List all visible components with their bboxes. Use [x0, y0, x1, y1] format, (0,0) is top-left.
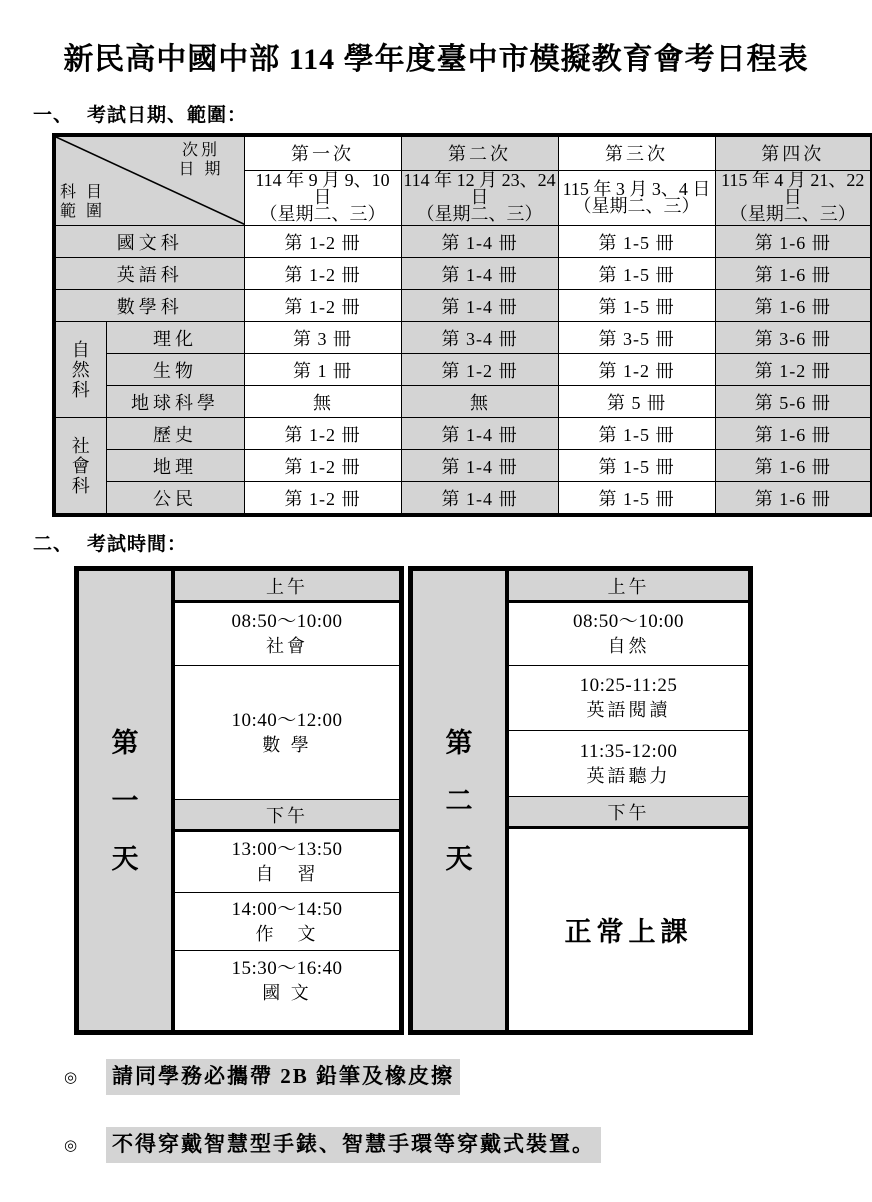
- session-header-2: 第二次: [401, 135, 558, 170]
- day1-label-char-2: 天: [111, 843, 139, 874]
- day2-morning-slot-2-time: 10:25-11:25: [579, 675, 678, 696]
- day2-afternoon-note: 正常上課: [509, 829, 748, 1030]
- subject-label-english: 英語科: [54, 258, 244, 290]
- group-label-social-char-0: 社: [71, 435, 90, 456]
- scope-history-4: 第 1-6 冊: [715, 418, 872, 450]
- scope-biology-2: 第 1-2 冊: [401, 354, 558, 386]
- day1-morning-slot-1-subject: 社會: [266, 636, 308, 656]
- scope-physics-chem-3: 第 3-5 冊: [558, 322, 715, 354]
- group-label-science-char-2: 科: [71, 379, 90, 400]
- section-1-number: 一、: [33, 105, 74, 126]
- scope-chinese-4: 第 1-6 冊: [715, 226, 872, 258]
- scope-chinese-2: 第 1-4 冊: [401, 226, 558, 258]
- scope-math-1: 第 1-2 冊: [244, 290, 401, 322]
- scope-math-4: 第 1-6 冊: [715, 290, 872, 322]
- scope-earth-science-4: 第 5-6 冊: [715, 386, 872, 418]
- table-row: [54, 322, 872, 354]
- table-row: [54, 258, 872, 290]
- session-header-3: 第三次: [558, 135, 715, 170]
- group-label-social-char-1: 會: [71, 455, 90, 476]
- table-row: [54, 290, 872, 322]
- corner-header-cell: [54, 135, 244, 226]
- scope-civics-2: 第 1-4 冊: [401, 482, 558, 516]
- corner-session-label: 次別: [181, 142, 220, 159]
- scope-civics-4: 第 1-6 冊: [715, 482, 872, 516]
- scope-history-2: 第 1-4 冊: [401, 418, 558, 450]
- scope-earth-science-1: 無: [244, 386, 401, 418]
- group-label-social-char-2: 科: [71, 475, 90, 496]
- day2-slots: [509, 571, 748, 1030]
- scope-biology-1: 第 1 冊: [244, 354, 401, 386]
- scope-math-3: 第 1-5 冊: [558, 290, 715, 322]
- scope-math-2: 第 1-4 冊: [401, 290, 558, 322]
- scope-physics-chem-4: 第 3-6 冊: [715, 322, 872, 354]
- scope-english-2: 第 1-4 冊: [401, 258, 558, 290]
- subject-label-history: 歷史: [106, 418, 244, 450]
- session-date-4-text: 115 年 4 月 21、22 日: [721, 170, 865, 208]
- subject-label-civics: 公民: [106, 482, 244, 516]
- note-text-2: 不得穿戴智慧型手錶、智慧手環等穿戴式裝置。: [106, 1127, 601, 1163]
- scope-english-3: 第 1-5 冊: [558, 258, 715, 290]
- session-date-1-text: 114 年 9 月 9、10 日: [255, 170, 390, 208]
- exam-scope-table: [52, 133, 872, 517]
- day2-morning-slot-2-subject: 英語閱讀: [586, 700, 671, 720]
- table-row: [54, 418, 872, 450]
- session-weekday-4: （星期二、三）: [729, 204, 856, 225]
- day2-label-char-1: 二: [445, 785, 473, 816]
- section-1-label: 考試日期、範圍：: [87, 105, 248, 126]
- day1-morning-slot-2: [175, 666, 399, 800]
- day1-afternoon-slot-3-time: 15:30〜16:40: [231, 957, 343, 979]
- scope-geography-4: 第 1-6 冊: [715, 450, 872, 482]
- day1-afternoon-slot-3-subject: 國 文: [262, 982, 312, 1003]
- day1-afternoon-slot-2-subject: 作 文: [255, 923, 319, 944]
- day1-slots: [175, 571, 399, 1030]
- session-header-4: 第四次: [715, 135, 872, 170]
- day1-afternoon-slot-3: [175, 951, 399, 1010]
- table-row: [54, 386, 872, 418]
- day1-label-char-0: 第: [111, 727, 139, 758]
- table-header-row-session: [54, 135, 872, 170]
- section-2-heading: [0, 517, 872, 566]
- day1-afternoon-header: 下午: [175, 800, 399, 832]
- session-date-2: [401, 170, 558, 225]
- corner-subject-label: 科 目: [60, 184, 106, 201]
- day1-afternoon-slot-2: [175, 893, 399, 951]
- note-text-1: 請同學務必攜帶 2B 鉛筆及橡皮擦: [106, 1059, 460, 1095]
- day1-label: [79, 571, 175, 1030]
- scope-biology-4: 第 1-2 冊: [715, 354, 872, 386]
- day1-label-char-1: 一: [111, 785, 139, 816]
- group-label-science-char-0: 自: [71, 339, 90, 360]
- scope-physics-chem-1: 第 3 冊: [244, 322, 401, 354]
- table-row: [54, 354, 872, 386]
- day2-morning-slot-1-time: 08:50〜10:00: [572, 611, 685, 632]
- scope-earth-science-2: 無: [401, 386, 558, 418]
- session-date-3: [558, 170, 715, 225]
- day1-morning-slot-1: [175, 603, 399, 666]
- exam-scope-table-wrapper: [0, 133, 872, 517]
- table-row: [54, 450, 872, 482]
- group-label-social: [54, 418, 106, 516]
- scope-geography-1: 第 1-2 冊: [244, 450, 401, 482]
- subject-label-earth-science: 地球科學: [106, 386, 244, 418]
- day2-label: [413, 571, 509, 1030]
- session-date-4: [715, 170, 872, 225]
- session-header-1: 第一次: [244, 135, 401, 170]
- session-date-3-text: 115 年 3 月 3、4 日: [562, 178, 711, 199]
- scope-english-1: 第 1-2 冊: [244, 258, 401, 290]
- scope-physics-chem-2: 第 3-4 冊: [401, 322, 558, 354]
- notes-list: [0, 1035, 872, 1163]
- session-weekday-1: （星期二、三）: [259, 204, 386, 225]
- scope-biology-3: 第 1-2 冊: [558, 354, 715, 386]
- scope-earth-science-3: 第 5 冊: [558, 386, 715, 418]
- session-weekday-2: （星期二、三）: [416, 204, 543, 225]
- subject-label-math: 數學科: [54, 290, 244, 322]
- day1-afternoon-slot-1: [175, 832, 399, 893]
- day2-morning-header: 上午: [509, 571, 748, 603]
- day2-morning-slot-1: [509, 603, 748, 666]
- day1-block: [74, 566, 404, 1035]
- day1-morning-slot-2-time: 10:40〜12:00: [231, 709, 343, 731]
- scope-civics-1: 第 1-2 冊: [244, 482, 401, 516]
- scope-civics-3: 第 1-5 冊: [558, 482, 715, 516]
- session-date-1: [244, 170, 401, 225]
- day2-morning-slot-3: [509, 731, 748, 797]
- subject-label-physics-chem: 理化: [106, 322, 244, 354]
- scope-chinese-3: 第 1-5 冊: [558, 226, 715, 258]
- day2-morning-slot-3-time: 11:35-12:00: [579, 740, 678, 762]
- day1-morning-slot-2-subject: 數 學: [262, 734, 312, 755]
- day1-afternoon-slot-1-time: 13:00〜13:50: [231, 839, 343, 860]
- group-label-science-char-1: 然: [71, 359, 90, 380]
- note-item: [64, 1059, 872, 1095]
- scope-history-1: 第 1-2 冊: [244, 418, 401, 450]
- scope-chinese-1: 第 1-2 冊: [244, 226, 401, 258]
- section-1-heading: [0, 78, 872, 133]
- session-date-2-text: 114 年 12 月 23、24 日: [403, 170, 556, 208]
- note-bullet-icon: ◎: [64, 1069, 78, 1086]
- scope-history-3: 第 1-5 冊: [558, 418, 715, 450]
- subject-label-biology: 生物: [106, 354, 244, 386]
- section-2-number: 二、: [33, 534, 74, 555]
- day2-label-char-0: 第: [445, 727, 473, 758]
- scope-geography-3: 第 1-5 冊: [558, 450, 715, 482]
- session-weekday-3: （星期二、三）: [573, 195, 700, 216]
- subject-label-geography: 地理: [106, 450, 244, 482]
- table-row: [54, 482, 872, 516]
- exam-time-tables: [0, 566, 872, 1035]
- day1-morning-header: 上午: [175, 571, 399, 603]
- group-label-science: [54, 322, 106, 418]
- subject-label-chinese: 國文科: [54, 226, 244, 258]
- day2-morning-slot-2: [509, 666, 748, 731]
- corner-date-label: 日 期: [178, 161, 224, 178]
- day2-morning-slot-3-subject: 英語聽力: [586, 765, 671, 786]
- scope-geography-2: 第 1-4 冊: [401, 450, 558, 482]
- day1-afternoon-slot-2-time: 14:00〜14:50: [231, 898, 343, 920]
- day2-morning-slot-1-subject: 自然: [607, 636, 650, 656]
- note-item: [64, 1127, 872, 1163]
- day2-afternoon-header: 下午: [509, 797, 748, 829]
- corner-scope-label: 範 圍: [60, 203, 106, 220]
- day1-morning-slot-1-time: 08:50〜10:00: [231, 611, 343, 632]
- page-title: 新民高中國中部 114 學年度臺中市模擬教育會考日程表: [63, 43, 809, 76]
- section-2-label: 考試時間：: [87, 534, 188, 555]
- scope-english-4: 第 1-6 冊: [715, 258, 872, 290]
- day2-label-char-2: 天: [445, 843, 473, 874]
- table-row: [54, 226, 872, 258]
- day1-afternoon-slot-1-subject: 自 習: [255, 864, 319, 884]
- day2-block: [408, 566, 753, 1035]
- note-bullet-icon: ◎: [64, 1137, 78, 1154]
